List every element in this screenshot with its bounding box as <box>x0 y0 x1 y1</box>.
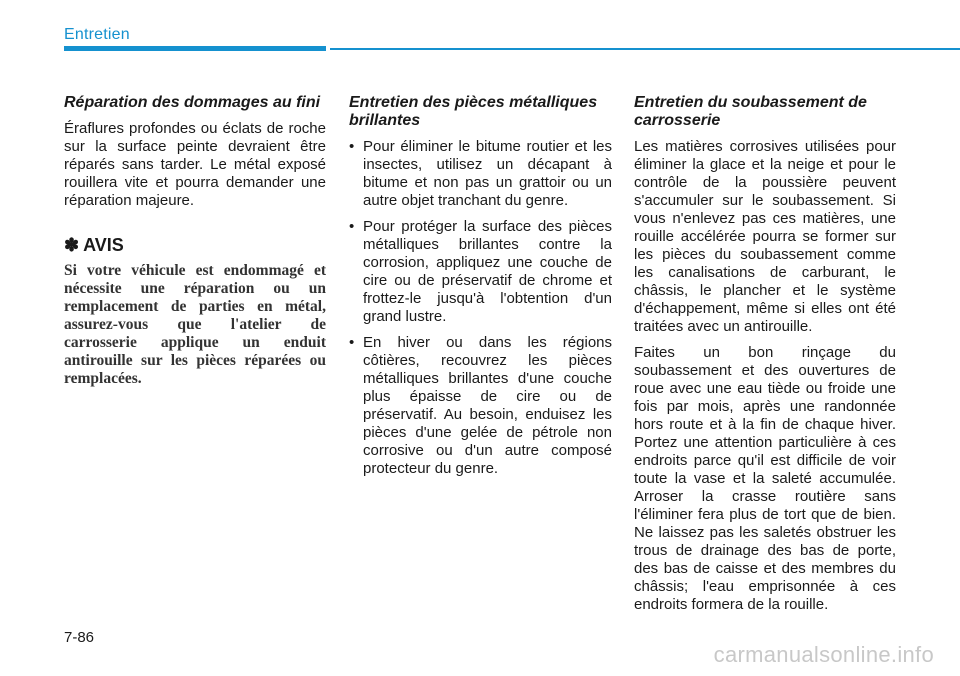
section-title: Entretien <box>64 26 130 43</box>
page-number: 7-86 <box>64 629 95 646</box>
notice-text: Si votre véhicule est endommagé et nécessite une réparation ou un remplacement de parties en métal, assurez-vous que l'atelier de carrosserie applique un enduit antirouille sur les pièces réparées ou remplacées. <box>64 262 326 387</box>
notice-star-icon: ✽ <box>64 235 80 255</box>
header-rule-thick <box>64 46 326 51</box>
paint-repair-text: Éraflures profondes ou éclats de roche sur la surface peinte devraient être réparés sans tarder. Le métal exposé rouillera vite et pourra demander une réparation majeure. <box>64 120 326 209</box>
list-item-text: Pour éliminer le bitume routier et les insectes, utilisez un décapant à bitume et non pas un grattoir ou un autre objet tranchant du genre. <box>363 138 612 209</box>
watermark: carmanualsonline.info <box>713 642 934 667</box>
underbody-text-1: Les matières corrosives utilisées pour éliminer la glace et la neige et pour le contrôle de la poussière peuvent s'accumuler sur le soubassement. Si vous n'enlevez pas ces matières, une rouille accélérée pourra se former sur les pièces du soubassement comme les canalisations de carburant, le châssis, le plancher et le système d'échappement, même si elles ont été traitées avec un antirouille. <box>634 138 896 335</box>
notice-heading <box>64 234 326 256</box>
list-item-text: Pour protéger la surface des pièces métalliques brillantes contre la corrosion, appliquez une couche de cire ou de préservatif de chrome et frottez-le jusqu'à l'obtention d'un grand lustre. <box>363 218 612 325</box>
list-item <box>349 334 612 478</box>
column-left <box>64 94 326 388</box>
list-item-text: En hiver ou dans les régions côtières, recouvrez les pièces métalliques brillantes d'une couche plus épaisse de cire ou de préservatif. Au besoin, enduisez les pièces d'une gelée de pétrole non corrosive ou d'un autre composé protecteur du genre. <box>363 334 612 477</box>
list-item <box>349 138 612 210</box>
header-rule-thin <box>330 48 960 50</box>
list-item <box>349 218 612 326</box>
column-middle <box>349 94 612 486</box>
heading-paint-repair: Réparation des dommages au fini <box>64 94 321 111</box>
bullet-icon: • <box>349 138 355 155</box>
chrome-care-list <box>349 138 612 478</box>
bullet-icon: • <box>349 334 355 351</box>
bullet-icon: • <box>349 218 355 235</box>
notice-title: AVIS <box>83 235 124 255</box>
heading-underbody-care: Entretien du soubassement de carrosserie <box>634 94 867 129</box>
column-right <box>634 94 896 622</box>
underbody-text-2: Faites un bon rinçage du soubassement et des ouvertures de roue avec une eau tiède ou froide une fois par mois, après une randonnée hors route et à la fin de chaque hiver. Portez une attention particulière à ces endroits parce qu'il est difficile de voir toute la vase et la saleté accumulée. Arroser la crasse routière sans l'éliminer fera plus de tort que de bien. Ne laissez pas les saletés obstruer les trous de drainage des bas de porte, des bas de caisse et des membres du châssis; l'eau emprisonnée à ces endroits formera de la rouille. <box>634 344 896 613</box>
heading-chrome-care: Entretien des pièces métalliques brillantes <box>349 94 598 129</box>
